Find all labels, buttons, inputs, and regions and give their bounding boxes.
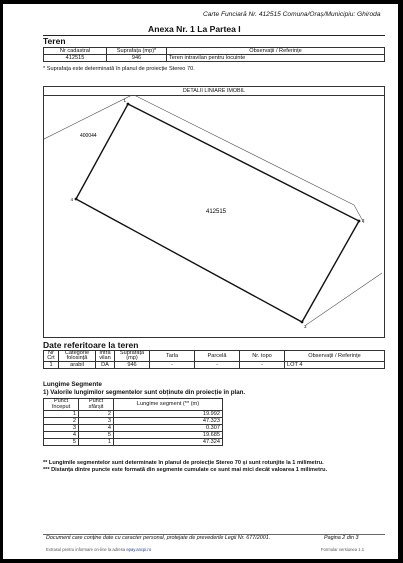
segmente-note-2: *** Distanța dintre puncte este formată din segmente cumulate ce sunt mai mici decât valoarea 1 milimetru. [43, 467, 328, 473]
seg-cell: 4 [44, 432, 79, 439]
parcel-map [43, 86, 385, 338]
referinte-section-title: Date referitoare la teren [43, 340, 139, 350]
ref-col-intravilan: Intra vilan [96, 351, 115, 362]
teren-footnote: * Suprafața este determinată în planul de proiecție Stereo 70. [43, 66, 195, 72]
seg-cell: 19.685 [114, 432, 223, 439]
vertex-label-1: 1 [123, 98, 126, 103]
ref-col-parcela: Parcelă [195, 351, 240, 362]
vertex-label-4: 4 [70, 197, 73, 202]
table-row [44, 411, 223, 418]
neighbor-label: 400044 [80, 133, 97, 139]
vertex-4 [75, 198, 78, 201]
footer-small-prefix: Extrasul pentru informare on-line la adresa [46, 547, 127, 552]
annex-title: Anexa Nr. 1 La Partea I [148, 24, 241, 34]
seg-cell: 5 [44, 439, 79, 446]
ref-cell-observatii: LOT 4 [285, 362, 385, 369]
seg-cell: 3 [44, 425, 79, 432]
parcel-drawing [44, 95, 384, 337]
ref-cell-intravilan: DA [96, 362, 115, 369]
carte-funciara-title: Carte Funciară Nr. 412515 Comuna/Oraș/Municipiu: Ghiroda [203, 11, 381, 18]
seg-cell: 1 [44, 411, 79, 418]
teren-cell-suprafata: 946 [107, 55, 167, 62]
table-row [44, 425, 223, 432]
segmente-note-1: ** Lungimile segmentelor sunt determinate în planul de proiecție Stereo 70 și sunt rotunjite la 1 milimetru. [43, 460, 324, 466]
teren-cell-observatii: Teren intravilan pentru locuinte [167, 55, 385, 62]
seg-cell: 19.992 [114, 411, 223, 418]
teren-section-title: Teren [43, 36, 66, 46]
ref-cell-suprafata: 946 [115, 362, 150, 369]
teren-cell-cadastral: 412515 [44, 55, 107, 62]
ref-col-nr: Nr Crt [44, 351, 59, 362]
table-row [44, 432, 223, 439]
vertex-3 [301, 321, 304, 324]
vertex-label-3: 3 [304, 324, 307, 329]
seg-cell: 4 [79, 425, 114, 432]
ref-cell-nrtopo: - [240, 362, 285, 369]
seg-cell: 0.307 [114, 425, 223, 432]
ref-cell-parcela: - [195, 362, 240, 369]
form-version: Formular versiunea 1.1 [321, 547, 365, 552]
seg-col-sfarsit: Punct sfârșit [79, 399, 114, 411]
neighbor-boundary-top [134, 95, 364, 223]
seg-cell: 2 [79, 411, 114, 418]
footer-legal-text: Document care conține date cu caracter personal, protejate de prevederile Legii Nr. 677/2001. [46, 535, 271, 541]
segmente-table [43, 398, 223, 446]
page-number: Pagina 2 din 3 [324, 535, 359, 541]
ref-cell-categorie: arabil [59, 362, 96, 369]
ref-cell-tarla: - [150, 362, 195, 369]
seg-cell: 5 [79, 432, 114, 439]
seg-col-inceput: Punct început [44, 399, 79, 411]
map-title: DETALII LINIARE IMOBIL [44, 87, 384, 96]
teren-col-suprafata: Suprafața (mp)* [107, 48, 167, 55]
document-page [3, 4, 398, 559]
ref-cell-nr: 1 [44, 362, 59, 369]
seg-col-lungime: Lungime segment (** (m) [114, 399, 223, 411]
teren-table [43, 47, 385, 62]
vertex-2 [358, 220, 361, 223]
header-rule [43, 35, 385, 36]
ref-col-nrtopo: Nr. topo [240, 351, 285, 362]
seg-cell: 47.323 [114, 418, 223, 425]
ref-col-categorie: Categorie folosință [59, 351, 96, 362]
seg-cell: 47.324 [114, 439, 223, 446]
seg-cell: 2 [44, 418, 79, 425]
table-row [44, 418, 223, 425]
epay-link[interactable]: epay.ancpi.ro [126, 547, 152, 552]
vertex-label-2: 2 [362, 218, 365, 223]
segmente-subtitle: 1) Valorile lungimilor segmentelor sunt obținute din proiecție în plan. [43, 389, 246, 396]
ref-col-observatii: Observații / Referințe [285, 351, 385, 362]
neighbor-boundary-right [306, 273, 382, 325]
ref-col-tarla: Tarla [150, 351, 195, 362]
teren-col-cadastral: Nr cadastral [44, 48, 107, 55]
seg-cell: 3 [79, 418, 114, 425]
table-row [44, 439, 223, 446]
segmente-title: Lungime Segmente [43, 381, 102, 388]
referinte-table [43, 350, 385, 369]
seg-cell: 1 [79, 439, 114, 446]
footer-small-left [46, 547, 151, 552]
ref-col-suprafata: Suprafața (mp) [115, 351, 150, 362]
parcel-label: 412515 [206, 209, 227, 215]
vertex-1 [127, 103, 130, 106]
teren-col-observatii: Observații / Referințe [167, 48, 385, 55]
